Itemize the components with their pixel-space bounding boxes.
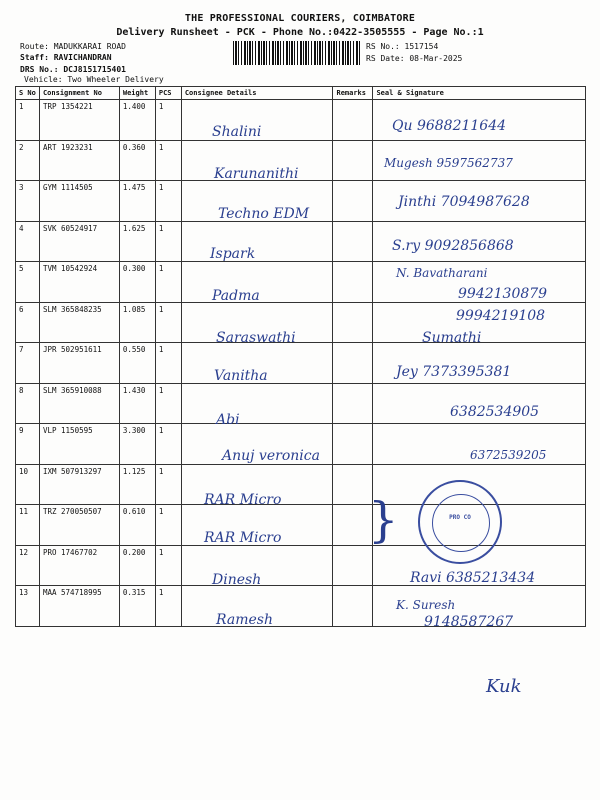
handwritten-signature: S.ry 9092856868 xyxy=(392,238,514,254)
staff-line: Staff: RAVICHANDRAN xyxy=(20,53,112,62)
consignment-cell: IXM 507913297 xyxy=(39,464,119,505)
handwritten-signature: Jey 7373395381 xyxy=(396,364,512,380)
route-value: MADUKKARAI ROAD xyxy=(53,42,126,51)
bracket-mark: } xyxy=(368,492,399,548)
handwritten-name: Saraswathi xyxy=(216,330,296,346)
weight-cell: 1.430 xyxy=(119,383,155,424)
weight-cell: 0.360 xyxy=(119,140,155,181)
handwritten-name: Vanitha xyxy=(214,368,268,384)
sno-cell: 6 xyxy=(16,302,40,343)
remarks-cell xyxy=(333,140,373,181)
remarks-cell xyxy=(333,545,373,586)
handwritten-signature: Kuk xyxy=(486,676,522,697)
pcs-cell: 1 xyxy=(155,140,181,181)
pcs-cell: 1 xyxy=(155,464,181,505)
column-header: Weight xyxy=(119,87,155,100)
handwritten-signature: Jinthi 7094987628 xyxy=(398,194,530,210)
remarks-cell xyxy=(333,505,373,546)
pcs-cell: 1 xyxy=(155,343,181,384)
sno-cell: 2 xyxy=(16,140,40,181)
handwritten-signature: Qu 9688211644 xyxy=(392,118,507,134)
consignment-cell: TRP 1354221 xyxy=(39,100,119,141)
handwritten-name: Ramesh xyxy=(216,612,273,628)
consignee-cell xyxy=(181,383,333,424)
pcs-cell: 1 xyxy=(155,505,181,546)
column-header: PCS xyxy=(155,87,181,100)
pcs-cell: 1 xyxy=(155,586,181,627)
handwritten-signature: Ravi 6385213434 xyxy=(410,570,536,586)
handwritten-signature: 9942130879 xyxy=(458,286,548,302)
handwritten-signature: N. Bavatharani xyxy=(396,266,488,280)
weight-cell: 0.610 xyxy=(119,505,155,546)
company-seal-stamp: PRO CO xyxy=(418,480,502,564)
vehicle-line: Vehicle: Two Wheeler Delivery xyxy=(24,75,164,84)
handwritten-name: Karunanithi xyxy=(214,166,299,182)
consignment-cell: VLP 1150595 xyxy=(39,424,119,465)
handwritten-name: Ispark xyxy=(210,246,256,262)
pcs-cell: 1 xyxy=(155,100,181,141)
column-header: Consignment No xyxy=(39,87,119,100)
handwritten-signature: 9148587267 xyxy=(424,614,514,630)
table-header-row xyxy=(16,87,586,100)
sno-cell: 7 xyxy=(16,343,40,384)
staff-value: RAVICHANDRAN xyxy=(53,53,112,62)
consignment-cell: GYM 1114505 xyxy=(39,181,119,222)
consignment-cell: TRZ 270050507 xyxy=(39,505,119,546)
pcs-cell: 1 xyxy=(155,262,181,303)
handwritten-signature: Mugesh 9597562737 xyxy=(384,156,513,170)
sno-cell: 13 xyxy=(16,586,40,627)
column-header: Seal & Signature xyxy=(373,87,586,100)
route-line: Route: MADUKKARAI ROAD xyxy=(20,42,126,51)
sno-cell: 1 xyxy=(16,100,40,141)
remarks-cell xyxy=(333,464,373,505)
vehicle-value: Two Wheeler Delivery xyxy=(67,75,164,84)
weight-cell: 1.475 xyxy=(119,181,155,222)
consignment-cell: PRO 17467702 xyxy=(39,545,119,586)
remarks-cell xyxy=(333,221,373,262)
handwritten-signature: 6372539205 xyxy=(470,448,547,462)
weight-cell: 3.300 xyxy=(119,424,155,465)
pcs-cell: 1 xyxy=(155,383,181,424)
weight-cell: 1.085 xyxy=(119,302,155,343)
rs-no-value: 1517154 xyxy=(404,42,439,51)
consignment-cell: SLM 365848235 xyxy=(39,302,119,343)
column-header: Remarks xyxy=(333,87,373,100)
pcs-cell: 1 xyxy=(155,424,181,465)
handwritten-signature: 6382534905 xyxy=(450,404,540,420)
weight-cell: 0.315 xyxy=(119,586,155,627)
consignment-cell: MAA 574718995 xyxy=(39,586,119,627)
consignee-cell xyxy=(181,221,333,262)
rs-date-line: RS Date: 08-Mar-2025 xyxy=(366,54,463,63)
pcs-cell: 1 xyxy=(155,181,181,222)
sno-cell: 9 xyxy=(16,424,40,465)
drs-value: DCJ8151715401 xyxy=(63,65,126,74)
runsheet-subtitle: Delivery Runsheet - PCK - Phone No.:0422-3505555 - Page No.:1 xyxy=(116,27,484,38)
handwritten-name: RAR Micro xyxy=(204,530,282,546)
handwritten-name: Abi xyxy=(216,412,240,428)
handwritten-name: RAR Micro xyxy=(204,492,282,508)
handwritten-name: Padma xyxy=(212,288,260,304)
handwritten-name: Anuj veronica xyxy=(222,448,320,464)
remarks-cell xyxy=(333,181,373,222)
remarks-cell xyxy=(333,383,373,424)
handwritten-signature: K. Suresh xyxy=(396,598,456,612)
remarks-cell xyxy=(333,302,373,343)
consignment-cell: ART 1923231 xyxy=(39,140,119,181)
consignment-cell: SVK 60524917 xyxy=(39,221,119,262)
pcs-cell: 1 xyxy=(155,302,181,343)
weight-cell: 1.400 xyxy=(119,100,155,141)
company-title: THE PROFESSIONAL COURIERS, COIMBATORE xyxy=(184,13,416,24)
sno-cell: 4 xyxy=(16,221,40,262)
column-header: S No xyxy=(16,87,40,100)
handwritten-signature: Sumathi xyxy=(422,330,482,346)
sno-cell: 8 xyxy=(16,383,40,424)
pcs-cell: 1 xyxy=(155,545,181,586)
sno-cell: 10 xyxy=(16,464,40,505)
remarks-cell xyxy=(333,586,373,627)
remarks-cell xyxy=(333,424,373,465)
weight-cell: 0.300 xyxy=(119,262,155,303)
consignment-cell: TVM 10542924 xyxy=(39,262,119,303)
sno-cell: 12 xyxy=(16,545,40,586)
handwritten-signature: 9994219108 xyxy=(456,308,546,324)
remarks-cell xyxy=(333,100,373,141)
handwritten-name: Techno EDM xyxy=(218,206,310,222)
column-header: Consignee Details xyxy=(181,87,333,100)
sno-cell: 3 xyxy=(16,181,40,222)
weight-cell: 0.200 xyxy=(119,545,155,586)
handwritten-name: Shalini xyxy=(212,124,262,140)
barcode-image xyxy=(233,41,360,65)
pcs-cell: 1 xyxy=(155,221,181,262)
weight-cell: 1.125 xyxy=(119,464,155,505)
remarks-cell xyxy=(333,343,373,384)
weight-cell: 0.550 xyxy=(119,343,155,384)
table-row xyxy=(16,464,586,505)
weight-cell: 1.625 xyxy=(119,221,155,262)
rs-date-value: 08-Mar-2025 xyxy=(409,54,463,63)
drs-line: DRS No.: DCJ8151715401 xyxy=(20,65,126,74)
rs-no-line: RS No.: 1517154 xyxy=(366,42,439,51)
consignment-cell: SLM 365910088 xyxy=(39,383,119,424)
sno-cell: 5 xyxy=(16,262,40,303)
sno-cell: 11 xyxy=(16,505,40,546)
handwritten-name: Dinesh xyxy=(212,572,262,588)
consignment-cell: JPR 502951611 xyxy=(39,343,119,384)
remarks-cell xyxy=(333,262,373,303)
